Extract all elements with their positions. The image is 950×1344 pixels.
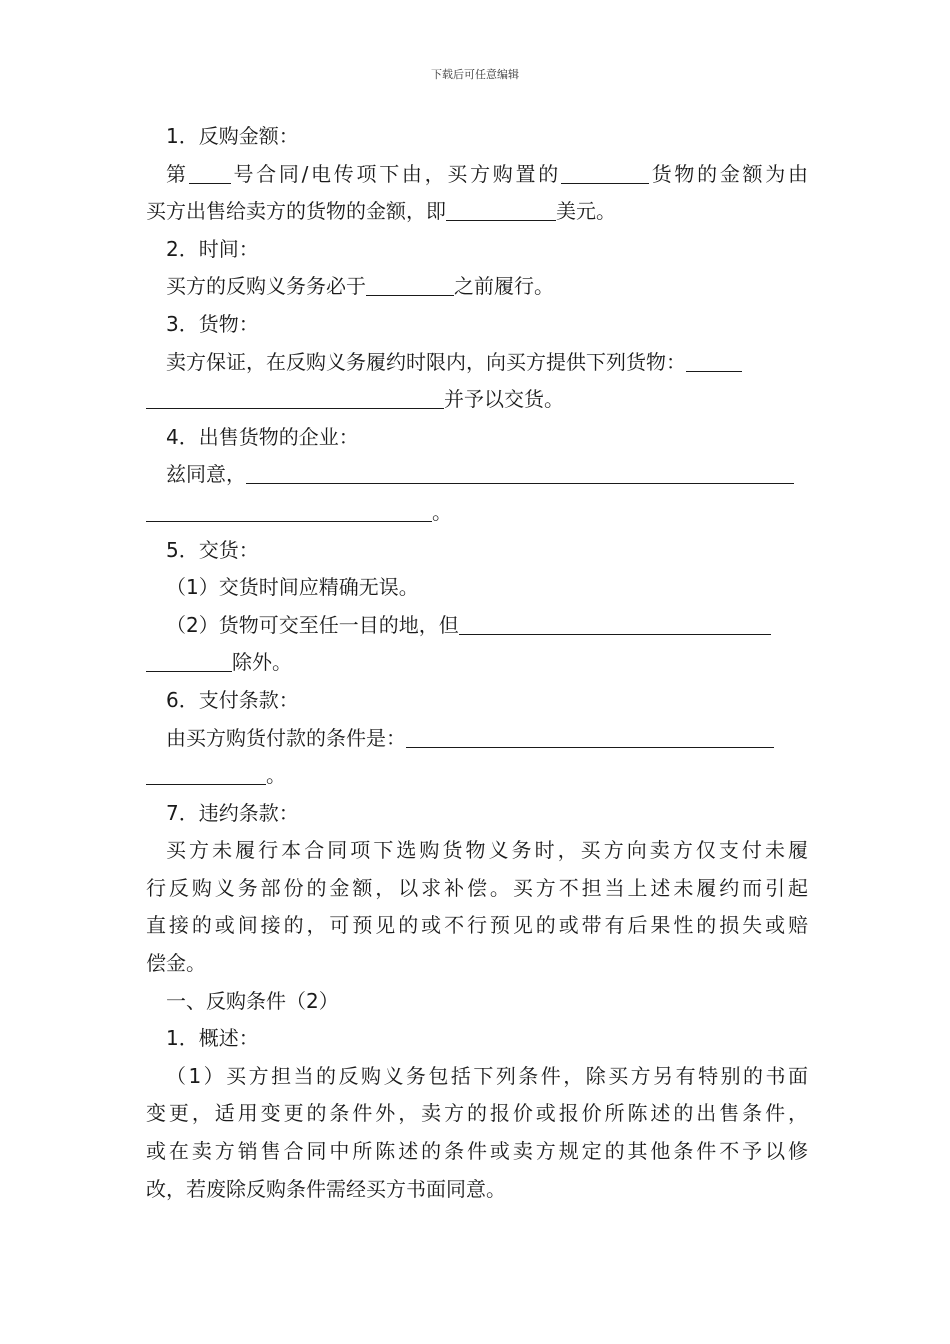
document-line: [146, 1171, 808, 1209]
document-line: [146, 494, 808, 532]
blank-fill-line: [459, 612, 771, 635]
document-line: [146, 644, 808, 682]
document-line: [146, 607, 808, 645]
blank-fill-line: [686, 349, 742, 372]
line-text: 变更，适用变更的条件外，卖方的报价或报价所陈述的出售条件，: [146, 1101, 808, 1126]
line-text: （1）买方担当的反购义务包括下列条件，除买方另有特别的书面: [166, 1063, 808, 1088]
line-text: 改，若废除反购条件需经买方书面同意。: [146, 1176, 506, 1201]
document-body: [146, 118, 808, 1208]
blank-fill-line: [446, 198, 556, 221]
line-text: 兹同意，: [166, 462, 246, 487]
blank-fill-line: [146, 762, 266, 785]
document-line: [146, 532, 808, 570]
line-text: 偿金。: [146, 951, 206, 976]
document-line: [146, 795, 808, 833]
blank-fill-line: [146, 499, 432, 522]
line-text: 买方出售给卖方的货物的金额，即: [146, 199, 446, 224]
line-text: 美元。: [556, 199, 616, 224]
document-line: [146, 268, 808, 306]
document-line: [146, 945, 808, 983]
line-text: 买方未履行本合同项下选购货物义务时，买方向卖方仅支付未履: [166, 838, 808, 863]
line-text: 行反购义务部份的金额，以求补偿。买方不担当上述未履约而引起: [146, 875, 808, 900]
line-text: 6．支付条款：: [166, 687, 299, 712]
document-line: [146, 757, 808, 795]
document-line: [146, 1020, 808, 1058]
document-line: [146, 682, 808, 720]
document-line: [146, 381, 808, 419]
line-text: 。: [432, 499, 452, 524]
document-line: [146, 907, 808, 945]
line-text: 卖方保证，在反购义务履约时限内，向买方提供下列货物：: [166, 349, 686, 374]
line-text: 或在卖方销售合同中所陈述的条件或卖方规定的其他条件不予以修: [146, 1139, 808, 1164]
line-text: 直接的或间接的，可预见的或不行预见的或带有后果性的损失或赔: [146, 913, 808, 938]
document-line: [146, 156, 808, 194]
document-line: [146, 419, 808, 457]
document-line: [146, 983, 808, 1021]
line-text: 号合同/电传项下由，买方购置的: [230, 161, 561, 186]
line-text: 一、反购条件（2）: [166, 988, 339, 1013]
line-text: 4．出售货物的企业：: [166, 424, 359, 449]
document-line: [146, 1133, 808, 1171]
blank-fill-line: [366, 273, 454, 296]
document-line: [146, 193, 808, 231]
document-line: [146, 870, 808, 908]
document-line: [146, 569, 808, 607]
line-text: 。: [266, 763, 286, 788]
document-line: [146, 1095, 808, 1133]
line-text: 3．货物：: [166, 311, 259, 336]
line-text: 除外。: [232, 650, 292, 675]
line-text: （2）货物可交至任一目的地，但: [166, 612, 459, 637]
line-text: 1．反购金额：: [166, 124, 299, 148]
document-line: [146, 231, 808, 269]
line-text: 2．时间：: [166, 236, 259, 261]
document-line: [146, 1058, 808, 1096]
line-text: 并予以交货。: [444, 387, 564, 412]
document-line: [146, 306, 808, 344]
line-text: 由买方购货付款的条件是：: [166, 725, 406, 750]
blank-fill-line: [561, 161, 649, 184]
document-line: [146, 344, 808, 382]
line-text: 第: [166, 161, 189, 186]
page-header: 下载后可任意编辑: [431, 68, 519, 81]
line-text: 1．概述：: [166, 1026, 259, 1051]
line-text: 之前履行。: [454, 274, 554, 299]
document-line: [146, 456, 808, 494]
line-text: 货物的金额为由: [648, 161, 808, 186]
line-text: 买方的反购义务务必于: [166, 274, 366, 299]
blank-fill-line: [246, 461, 794, 484]
blank-fill-line: [146, 649, 232, 672]
line-text: 5．交货：: [166, 537, 259, 562]
line-text: （1）交货时间应精确无误。: [166, 575, 419, 600]
line-text: 7．违约条款：: [166, 800, 299, 825]
blank-fill-line: [146, 386, 444, 409]
document-line: [146, 832, 808, 870]
document-line: [146, 720, 808, 758]
document-line: [146, 118, 808, 156]
blank-fill-line: [189, 161, 231, 184]
blank-fill-line: [406, 725, 774, 748]
